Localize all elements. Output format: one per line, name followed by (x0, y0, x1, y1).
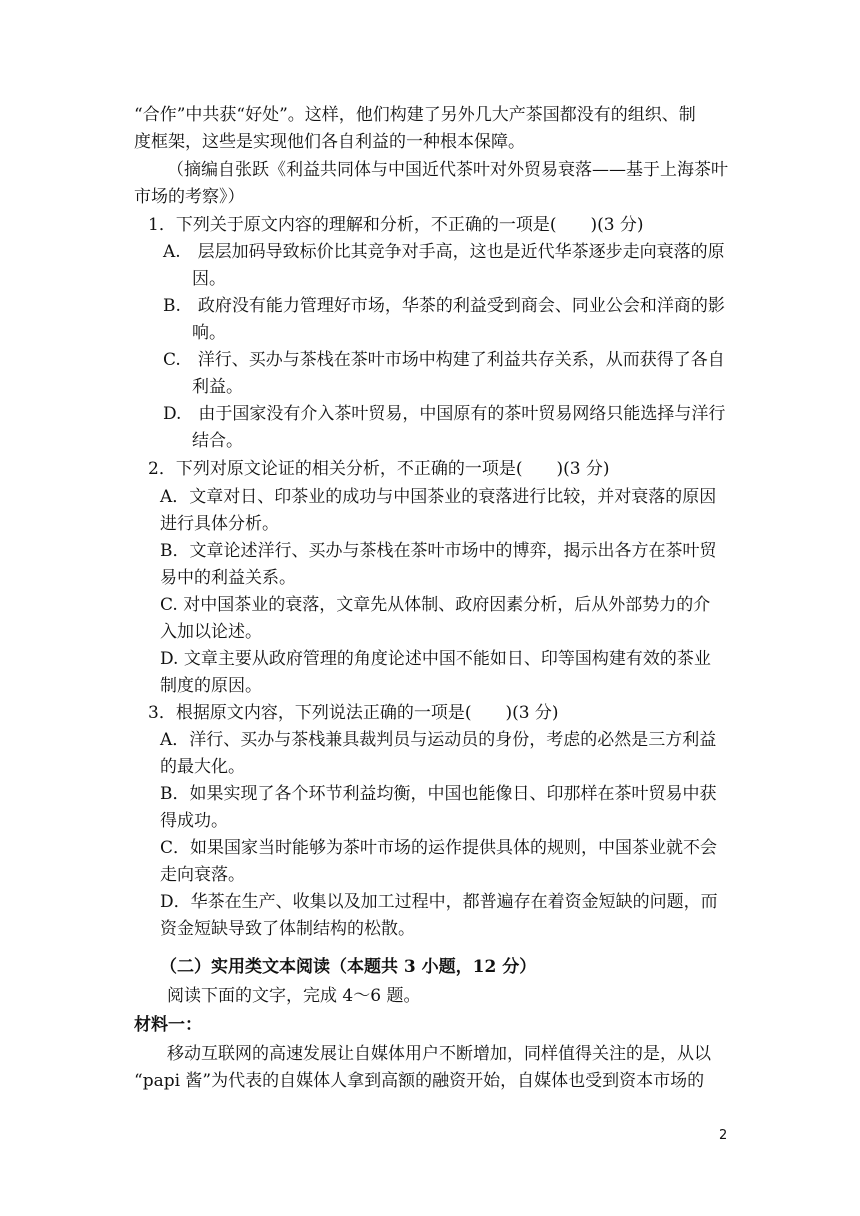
option-2c-cont: 入加以论述。 (160, 622, 262, 642)
option-2a: A．文章对日、印茶业的成功与中国茶业的衰落进行比较，并对衰落的原因 (160, 487, 717, 507)
option-3a: A．洋行、买办与茶栈兼具裁判员与运动员的身份，考虑的必然是三方利益 (160, 730, 717, 750)
text-line: “合作”中共获“好处”。这样，他们构建了另外几大产茶国都没有的组织、制 (134, 105, 696, 125)
page-number: 2 (719, 1128, 728, 1143)
option-2b-cont: 易中的利益关系。 (160, 568, 296, 588)
citation-line: 市场的考察》） (134, 187, 245, 207)
option-3c: C．如果国家当时能够为茶叶市场的运作提供具体的规则，中国茶业就不会 (160, 838, 718, 858)
question-2: 2．下列对原文论证的相关分析，不正确的一项是( )(3 分) (148, 459, 610, 479)
option-2b: B．文章论述洋行、买办与茶栈在茶叶市场中的博弈，揭示出各方在茶叶贸 (160, 541, 717, 561)
option-1b: B. 政府没有能力管理好市场，华茶的利益受到商会、同业公会和洋商的影 (163, 296, 725, 316)
option-3b: B．如果实现了各个环节利益均衡，中国也能像日、印那样在茶叶贸易中获 (160, 784, 717, 804)
instruction-line: 阅读下面的文字，完成 4～6 题。 (167, 986, 421, 1006)
option-1a: A. 层层加码导致标价比其竞争对手高，这也是近代华茶逐步走向衰落的原 (163, 242, 725, 262)
option-1c: C. 洋行、买办与茶栈在茶叶市场中构建了利益共存关系，从而获得了各自 (163, 350, 725, 370)
option-1a-cont: 因。 (192, 269, 226, 289)
question-1: 1．下列关于原文内容的理解和分析，不正确的一项是( )(3 分) (148, 215, 644, 235)
option-3d-cont: 资金短缺导致了体制结构的松散。 (160, 919, 415, 939)
material-text-line: “papi 酱”为代表的自媒体人拿到高额的融资开始，自媒体也受到资本市场的 (134, 1071, 705, 1091)
text-line: 度框架，这些是实现他们各自利益的一种根本保障。 (134, 132, 525, 152)
option-3b-cont: 得成功。 (160, 811, 228, 831)
option-1b-cont: 响。 (192, 323, 226, 343)
section-heading: （二）实用类文本阅读（本题共 3 小题，12 分） (160, 957, 537, 977)
option-3d: D．华茶在生产、收集以及加工过程中，都普遍存在着资金短缺的问题，而 (160, 892, 718, 912)
option-2d-cont: 制度的原因。 (160, 676, 262, 696)
citation-line: （摘编自张跃《利益共同体与中国近代茶叶对外贸易衰落——基于上海茶叶 (167, 160, 728, 180)
option-2c: C. 对中国茶业的衰落，文章先从体制、政府因素分析，后从外部势力的介 (160, 595, 711, 615)
option-1d-cont: 结合。 (192, 431, 243, 451)
option-1d: D. 由于国家没有介入茶叶贸易，中国原有的茶叶贸易网络只能选择与洋行 (163, 404, 726, 424)
option-2d: D. 文章主要从政府管理的角度论述中国不能如日、印等国构建有效的茶业 (160, 649, 711, 669)
option-3c-cont: 走向衰落。 (160, 865, 245, 885)
material-text-line: 移动互联网的高速发展让自媒体用户不断增加，同样值得关注的是，从以 (167, 1044, 711, 1064)
option-3a-cont: 的最大化。 (160, 757, 245, 777)
option-1c-cont: 利益。 (192, 377, 243, 397)
material-heading: 材料一： (134, 1015, 202, 1035)
question-3: 3．根据原文内容，下列说法正确的一项是( )(3 分) (148, 703, 559, 723)
option-2a-cont: 进行具体分析。 (160, 514, 279, 534)
